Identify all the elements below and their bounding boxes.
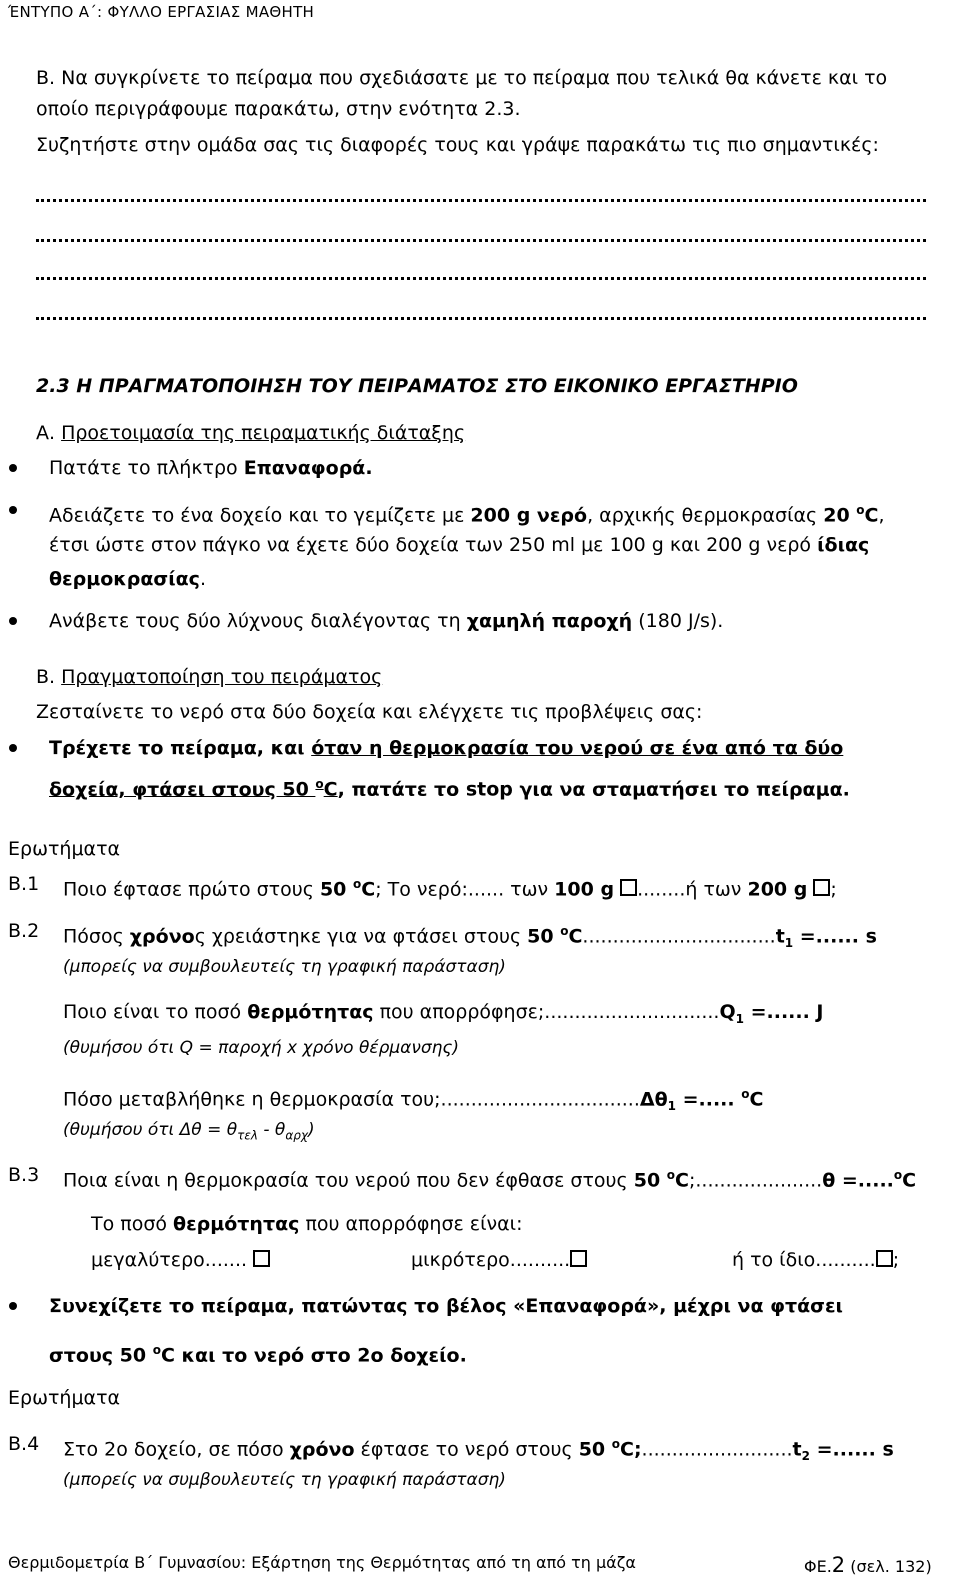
checkbox-100g[interactable] [620, 879, 637, 896]
option-greater: μεγαλύτερο....... [91, 1248, 270, 1272]
part-b-title: Β. Πραγματοποίηση του πειράματος [36, 666, 383, 688]
answer-line-4 [36, 313, 926, 320]
part-b-step-1-line-1: Τρέχετε το πείραμα, και όταν η θερμοκρασία του νερού σε ένα από τα δύο [49, 737, 844, 759]
part-b-intro: Ζεσταίνετε το νερό στα δύο δοχεία και ελέγχετε τις προβλέψεις σας: [36, 701, 703, 723]
bullet-icon [9, 1302, 17, 1310]
question-number: Β.2 [8, 920, 40, 942]
checkbox-200g[interactable] [813, 879, 830, 896]
part-a-step-1: Πατάτε το πλήκτρο Επαναφορά. [49, 457, 373, 479]
intro-line-2: οποίο περιγράφουμε παρακάτω, στην ενότητα 2.3. [36, 98, 521, 120]
bullet-icon [9, 464, 17, 472]
option-smaller: μικρότερο.......... [411, 1248, 587, 1272]
answer-line-3 [36, 273, 926, 280]
question-b1: Ποιο έφτασε πρώτο στους 50 $^o$C; Το νερό:...... των 100 g ........ή των 200 g ; [63, 877, 837, 901]
bullet-icon [9, 506, 17, 514]
part-a-step-3: Ανάβετε τους δύο λύχνους διαλέγοντας τη χαμηλή παροχή (180 J/s). [49, 610, 724, 632]
checkbox-same[interactable] [876, 1250, 893, 1267]
footer-page: ΦΕ.2 (σελ. 132) [804, 1553, 932, 1577]
question-number: Β.4 [8, 1433, 40, 1455]
page-header: ΈΝΤΥΠΟ Α΄: ΦΥΛΛΟ ΕΡΓΑΣΙΑΣ ΜΑΘΗΤΗ [8, 3, 315, 21]
hint-heat: (θυμήσου ότι Q = παροχή x χρόνο θέρμανσης) [63, 1038, 460, 1058]
option-same: ή το ίδιο.......... ; [732, 1249, 900, 1271]
hint-graph: (μπορείς να συμβουλευτείς τη γραφική παράσταση) [63, 957, 506, 977]
bullet-icon [9, 617, 17, 625]
hint-delta-temp: (θυμήσου ότι $\Delta\theta = \theta_{\tau\varepsilon\lambda} - \theta_{\alpha\rho\chi}$) [63, 1120, 315, 1143]
questions-title: Ερωτήματα [8, 1387, 121, 1409]
footer-title: Θερμιδομετρία Β΄ Γυμνασίου: Εξάρτηση της Θερμότητας από τη από τη μάζα [8, 1553, 636, 1572]
question-heat: Ποιο είναι το ποσό θερμότητας που $\alpha\pi o\rho\rho ό\varphi\eta\sigma\varepsilon;.............................Q_1$ =...... J [63, 1001, 824, 1026]
continue-line-2: στους 50 $^o$C και το νερό στο 2ο δοχείο. [49, 1343, 467, 1367]
question-delta-temp: Πόσο μεταβλήθηκε η θερμοκρασία $\tau o\upsilon;.................................\Delta\theta_1$ =..... $^o$C [63, 1087, 764, 1114]
intro-line-1: Β. Να συγκρίνετε το πείραμα που σχεδιάσατε με το πείραμα που τελικά θα κάνετε και το [36, 67, 888, 89]
question-b2: Πόσος χρόνος χρειάστηκε για να φτάσει στους 50 $^oC................................t_1$ =...... s [63, 924, 877, 951]
question-b4: Στο 2ο δοχείο, σε πόσο χρόνο έφτασε το νερό στους 50 $^oC;.........................t_2$ =...... s [63, 1437, 894, 1464]
question-b3-heat: Το ποσό θερμότητας που απορρόφησε είναι: [91, 1213, 523, 1235]
checkbox-smaller[interactable] [570, 1250, 587, 1267]
part-a-step-2-line-3: θερμοκρασίας. [49, 568, 206, 590]
questions-title: Ερωτήματα [8, 838, 121, 860]
question-b3: Ποια είναι η θερμοκρασία του νερού που δεν έφθασε στους 50 $^o$C;.....................θ =.....$^o$C [63, 1168, 917, 1192]
part-a-step-2-line-1: Αδειάζετε το ένα δοχείο και το γεμίζετε με 200 g νερό, αρχικής θερμοκρασίας 20 $^o$C, [49, 503, 885, 527]
intro-line-3: Συζητήστε στην ομάδα σας τις διαφορές τους και γράψε παρακάτω τις πιο σημαντικές: [36, 134, 879, 156]
question-number: Β.1 [8, 873, 40, 895]
question-number: Β.3 [8, 1164, 40, 1186]
checkbox-greater[interactable] [253, 1250, 270, 1267]
answer-line-1 [36, 195, 926, 202]
hint-graph: (μπορείς να συμβουλευτείς τη γραφική παράσταση) [63, 1470, 506, 1490]
part-b-step-1-line-2: δοχεία, φτάσει στους 50 $^o$C, πατάτε το stop για να σταματήσει το πείραμα. [49, 777, 850, 801]
part-a-title: Α. Προετοιμασία της πειραματικής διάταξης [36, 422, 466, 444]
part-a-step-2-line-2: έτσι ώστε στον πάγκο να έχετε δύο δοχεία των 250 ml με 100 g και 200 g νερό ίδιας [49, 534, 870, 556]
continue-line-1: Συνεχίζετε το πείραμα, πατώντας το βέλος «Επαναφορά», μέχρι να φτάσει [49, 1295, 843, 1317]
answer-line-2 [36, 235, 926, 242]
bullet-icon [9, 744, 17, 752]
section-heading: 2.3 Η ΠΡΑΓΜΑΤΟΠΟΙΗΣΗ ΤΟΥ ΠΕΙΡΑΜΑΤΟΣ ΣΤΟ ΕΙΚΟΝΙΚΟ ΕΡΓΑΣΤΗΡΙΟ [36, 375, 798, 397]
